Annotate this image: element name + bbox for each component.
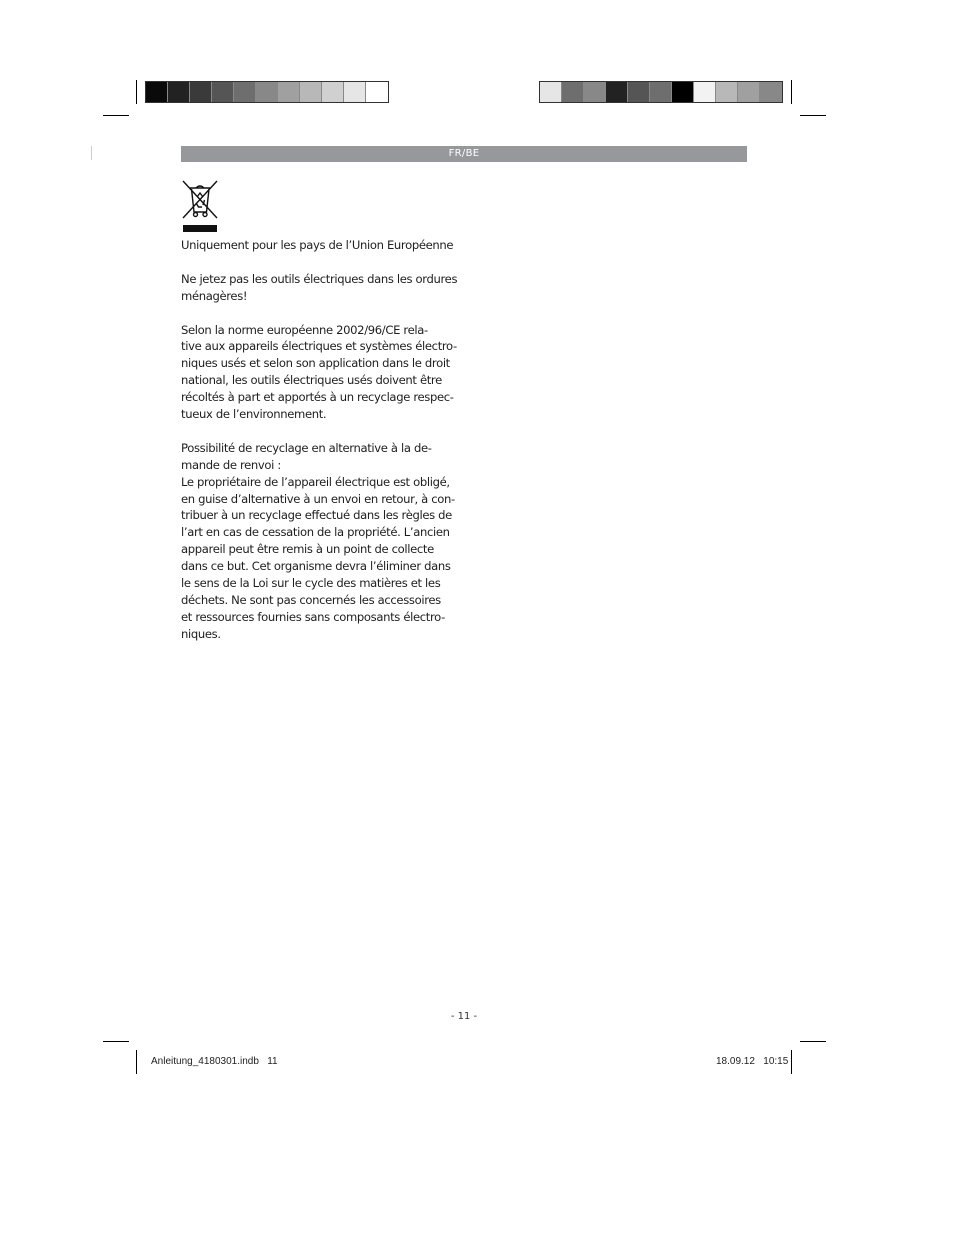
color-bar-right-swatch xyxy=(650,82,672,102)
crop-mark-bottom-right-vertical xyxy=(791,1050,792,1074)
color-bar-left-swatch xyxy=(146,82,168,102)
color-bar-left-swatch xyxy=(344,82,366,102)
color-bar-right-swatch xyxy=(672,82,694,102)
print-slug-filename: Anleitung_4180301.indb 11 xyxy=(151,1056,278,1067)
color-bar-right-swatch xyxy=(738,82,760,102)
color-calibration-bar-right xyxy=(539,81,783,103)
color-bar-left-swatch xyxy=(212,82,234,102)
crossed-out-wheelie-bin-icon xyxy=(181,179,219,234)
paragraph: Selon la norme européenne 2002/96/CE rela- tive aux appareils électriques et systèmes électro- niques usés et selon son application dans le droit national, les outils électriques usés doivent être récoltés à part et apportés à un recyclage respec- tueux de l’environnement. xyxy=(181,322,457,422)
color-bar-right-swatch xyxy=(694,82,716,102)
crop-mark-top-left-horizontal xyxy=(103,115,129,116)
page-number: - 11 - xyxy=(450,1011,478,1022)
color-calibration-bar-left xyxy=(145,81,389,103)
crop-mark-top-right-horizontal xyxy=(800,115,826,116)
color-bar-left-swatch xyxy=(278,82,300,102)
print-slug-timestamp: 18.09.12 10:15 xyxy=(716,1056,789,1067)
crop-mark-bottom-left-vertical xyxy=(136,1050,137,1074)
crop-mark-top-right-vertical xyxy=(791,80,792,104)
crop-mark-bottom-left-horizontal xyxy=(103,1041,129,1042)
paragraph: Uniquement pour les pays de l’Union Européenne xyxy=(181,238,454,252)
color-bar-right-swatch xyxy=(606,82,628,102)
paragraph: Possibilité de recyclage en alternative à la de- mande de renvoi : Le propriétaire de l’appareil électrique est obligé, en guise d’alternative à un envoi en retour, à con- tribuer à un recyclage effectué dans les règles de l’art en cas de cessation de la propriété. L’ancien appareil peut être remis à un point de collecte dans ce but. Cet organisme devra l’éliminer dans le sens de la Loi sur le cycle des matières et les déchets. Ne sont pas concernés les accessoires et ressources fournies sans composants électro- niques. xyxy=(181,440,455,641)
language-header-bar xyxy=(181,146,747,162)
color-bar-right-swatch xyxy=(716,82,738,102)
color-bar-left-swatch xyxy=(322,82,344,102)
paragraph: Ne jetez pas les outils électriques dans les ordures ménagères! xyxy=(181,271,458,303)
disposal-instructions xyxy=(181,237,471,660)
color-bar-left-swatch xyxy=(168,82,190,102)
color-bar-right-swatch xyxy=(562,82,584,102)
color-bar-left-swatch xyxy=(234,82,256,102)
color-bar-left-swatch xyxy=(300,82,322,102)
crop-mark-bottom-right-horizontal xyxy=(800,1041,826,1042)
color-bar-left-swatch xyxy=(190,82,212,102)
color-bar-left-swatch xyxy=(256,82,278,102)
color-bar-right-swatch xyxy=(760,82,782,102)
color-bar-left-swatch xyxy=(366,82,388,102)
language-label: FR/BE xyxy=(448,148,480,159)
color-bar-right-swatch xyxy=(540,82,562,102)
color-bar-right-swatch xyxy=(628,82,650,102)
color-bar-right-swatch xyxy=(584,82,606,102)
registration-tick-left xyxy=(91,146,92,160)
crop-mark-top-left-vertical xyxy=(136,80,137,104)
